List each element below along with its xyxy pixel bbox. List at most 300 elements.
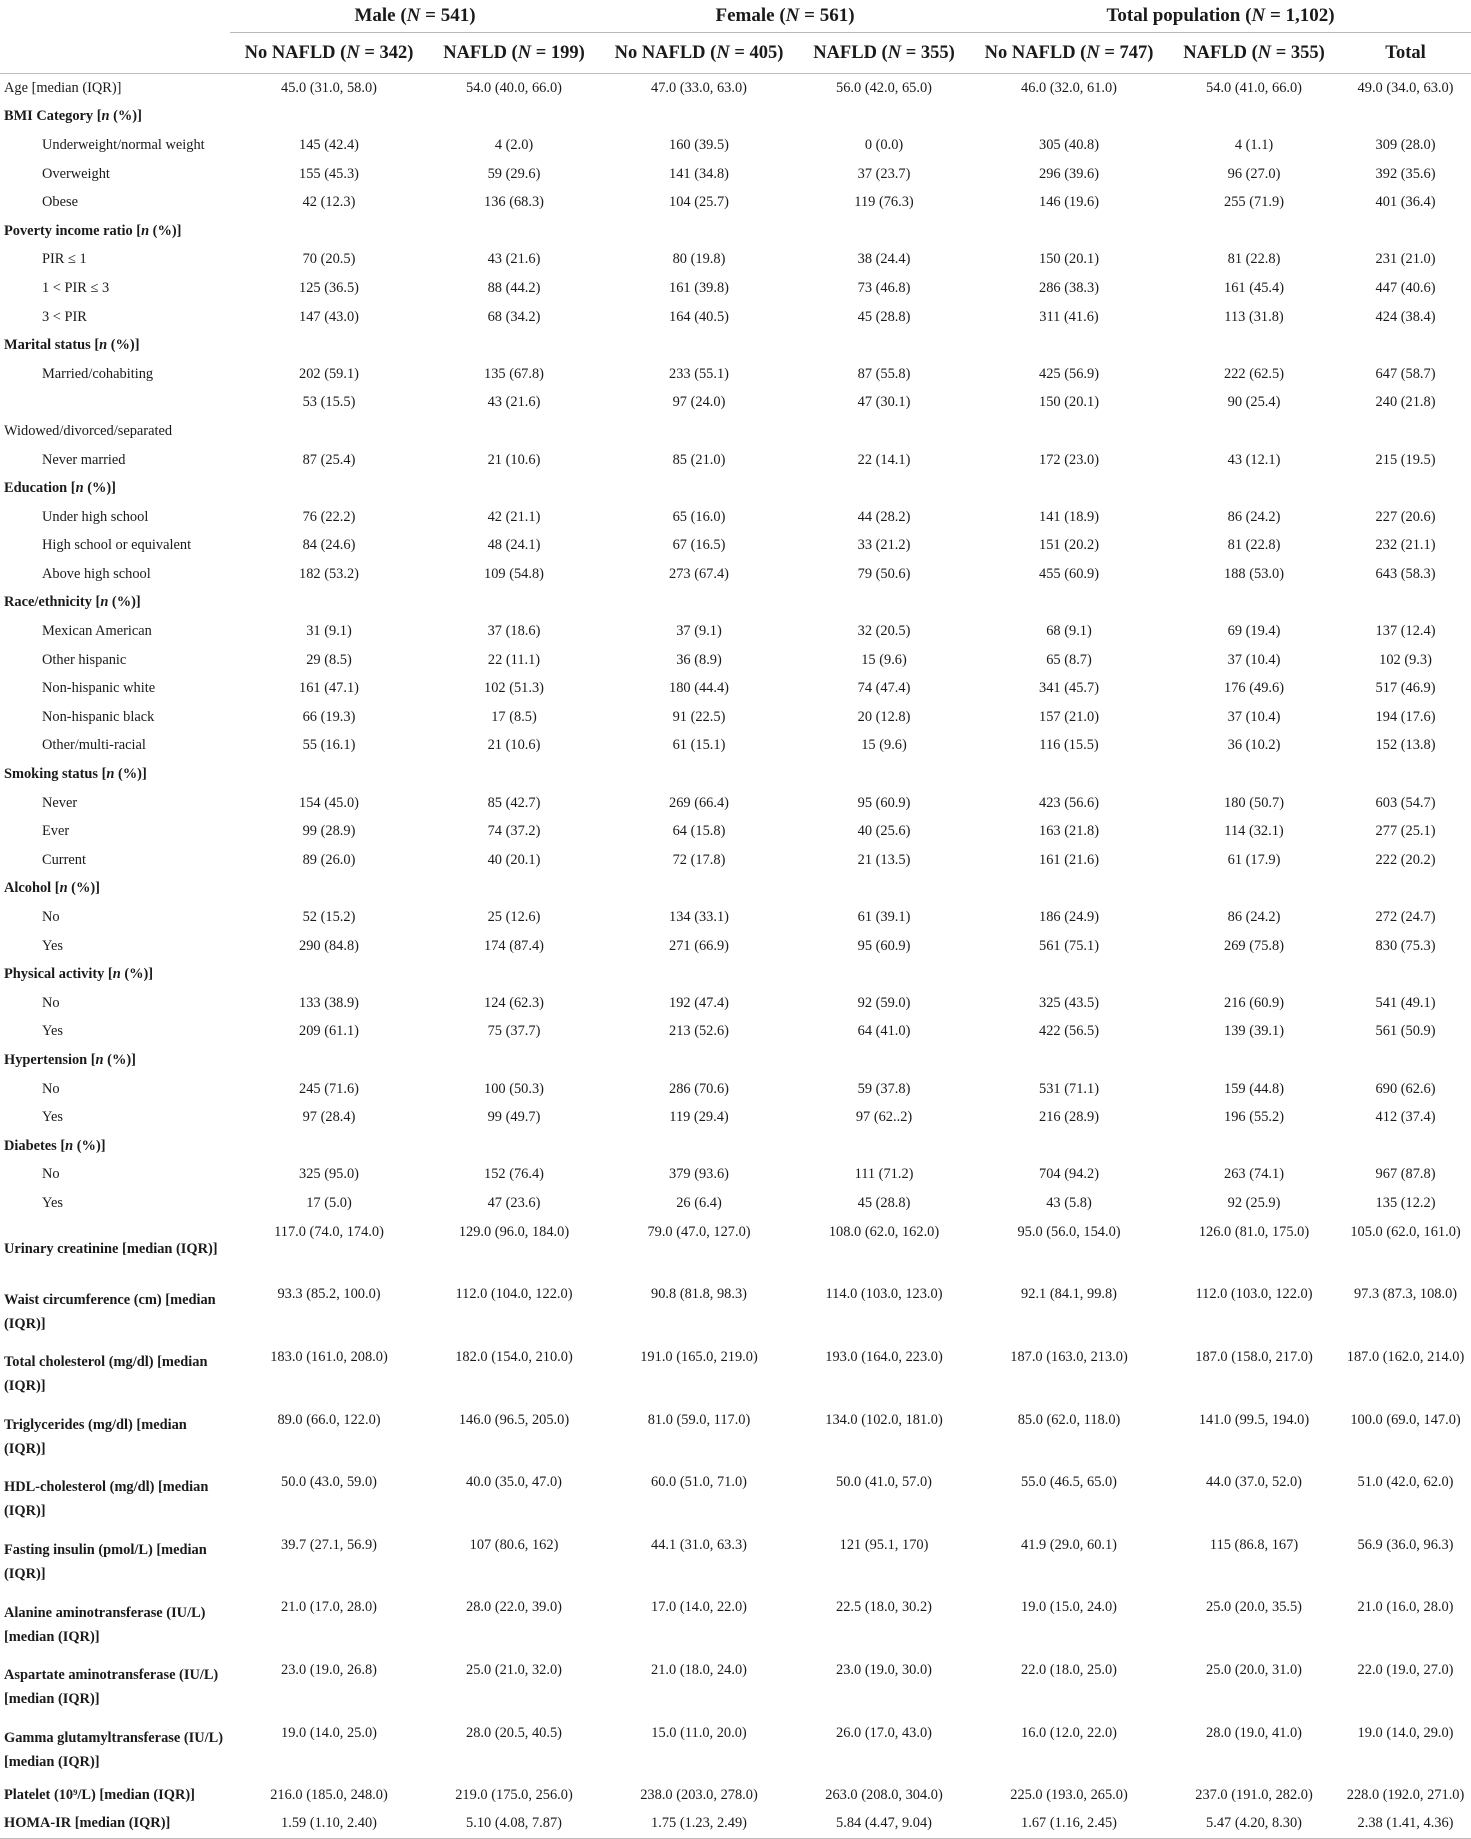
cell-value: 135 (67.8) xyxy=(484,365,544,382)
row-label: Under high school xyxy=(42,508,149,525)
header-group-total: Total population (N = 1,102) xyxy=(970,0,1471,33)
cell-value: 65 (16.0) xyxy=(672,508,726,525)
cell-value: 152 (76.4) xyxy=(484,1166,544,1183)
table-row xyxy=(0,1161,1471,1190)
row-label: Gamma glutamyltransferase (IU/L) [median (IQR)] xyxy=(4,1729,224,1770)
header-group-female: Female (N = 561) xyxy=(600,0,970,33)
cell-value: 76 (22.2) xyxy=(302,508,356,525)
cell-value: 19.0 (15.0, 24.0) xyxy=(1021,1599,1117,1616)
cell-value: 117.0 (74.0, 174.0) xyxy=(274,1223,384,1240)
cell-value: 99 (49.7) xyxy=(487,1109,541,1126)
cell-value: 37 (18.6) xyxy=(487,623,541,640)
cell-value: 263 (74.1) xyxy=(1224,1166,1284,1183)
cell-value: 88 (44.2) xyxy=(487,279,541,296)
cell-value: 48 (24.1) xyxy=(487,537,541,554)
cell-value xyxy=(798,474,970,503)
cell-value: 830 (75.3) xyxy=(1375,937,1436,954)
cell-value: 690 (62.6) xyxy=(1375,1080,1436,1097)
cell-value: 379 (93.6) xyxy=(669,1166,729,1183)
cell-value: 0 (0.0) xyxy=(864,136,904,153)
category-row xyxy=(0,960,1471,989)
cell-value: 180 (44.4) xyxy=(669,680,729,697)
cell-value: 341 (45.7) xyxy=(1039,680,1099,697)
cell-value: 216 (28.9) xyxy=(1039,1109,1099,1126)
table-row xyxy=(0,1531,1471,1594)
table-row xyxy=(0,532,1471,561)
cell-value: 37 (10.4) xyxy=(1227,651,1281,668)
cell-value: 21.0 (16.0, 28.0) xyxy=(1357,1599,1454,1616)
cell-value xyxy=(798,217,970,246)
cell-value: 66 (19.3) xyxy=(302,708,356,725)
cell-value: 90.8 (81.8, 98.3) xyxy=(651,1286,747,1303)
cell-value: 124 (62.3) xyxy=(484,994,544,1011)
cell-value xyxy=(1168,103,1340,132)
cell-value: 21 (10.6) xyxy=(487,737,541,754)
cell-value: 87 (25.4) xyxy=(302,451,356,468)
cell-value: 97.3 (87.3, 108.0) xyxy=(1353,1286,1458,1303)
cell-value xyxy=(1168,960,1340,989)
column-header: No NAFLD (N = 405) xyxy=(600,33,798,74)
cell-value: 43 (12.1) xyxy=(1227,451,1281,468)
cell-value: 5.10 (4.08, 7.87) xyxy=(428,1810,600,1839)
cell-value xyxy=(230,417,428,446)
cell-value: 152 (13.8) xyxy=(1375,737,1436,754)
cell-value: 36 (10.2) xyxy=(1227,737,1281,754)
row-label: HOMA-IR [median (IQR)] xyxy=(0,1810,230,1839)
cell-value: 54.0 (40.0, 66.0) xyxy=(466,79,562,96)
cell-value: 37 (9.1) xyxy=(676,623,722,640)
table-row xyxy=(0,1406,1471,1469)
cell-value xyxy=(970,1132,1168,1161)
cell-value: 92 (25.9) xyxy=(1227,1194,1281,1211)
cell-value xyxy=(970,760,1168,789)
cell-value: 56.0 (42.0, 65.0) xyxy=(836,79,932,96)
cell-value: 20 (12.8) xyxy=(857,708,911,725)
cell-value: 25.0 (20.0, 31.0) xyxy=(1206,1661,1302,1678)
category-row xyxy=(0,103,1471,132)
cell-value: 22.0 (18.0, 25.0) xyxy=(1021,1661,1117,1678)
cell-value: 272 (24.7) xyxy=(1375,909,1436,926)
cell-value: 187.0 (163.0, 213.0) xyxy=(1010,1348,1128,1365)
cell-value: 412 (37.4) xyxy=(1375,1109,1436,1126)
cell-value: 271 (66.9) xyxy=(669,937,729,954)
table-row xyxy=(0,903,1471,932)
cell-value: 50.0 (43.0, 59.0) xyxy=(281,1474,377,1491)
row-label: Platelet (10⁹/L) [median (IQR)] xyxy=(4,1786,195,1803)
cell-value: 447 (40.6) xyxy=(1375,279,1436,296)
cell-value xyxy=(798,1132,970,1161)
table-row xyxy=(0,1218,1471,1281)
cell-value: 46.0 (32.0, 61.0) xyxy=(1021,79,1117,96)
cell-value: 59 (29.6) xyxy=(487,165,541,182)
cell-value xyxy=(1340,875,1471,904)
row-label: Obese xyxy=(42,194,78,211)
cell-value: 26 (6.4) xyxy=(676,1194,722,1211)
row-label xyxy=(0,389,230,418)
cell-value: 47 (30.1) xyxy=(857,394,911,411)
cell-value xyxy=(600,760,798,789)
cell-value: 69 (19.4) xyxy=(1227,623,1281,640)
cell-value xyxy=(230,103,428,132)
cell-value: 4 (1.1) xyxy=(1234,136,1274,153)
cell-value xyxy=(970,960,1168,989)
cell-value: 202 (59.1) xyxy=(299,365,359,382)
cell-value: 68 (34.2) xyxy=(487,308,541,325)
cell-value xyxy=(428,103,600,132)
category-row xyxy=(0,1132,1471,1161)
cell-value xyxy=(798,589,970,618)
cell-value: 225.0 (193.0, 265.0) xyxy=(1010,1786,1128,1803)
row-label: Alanine aminotransferase (IU/L) [median (IQR)] xyxy=(4,1604,206,1645)
cell-value xyxy=(970,1046,1168,1075)
table-row xyxy=(0,560,1471,589)
cell-value: 561 (50.9) xyxy=(1375,1023,1436,1040)
cell-value: 19.0 (14.0, 29.0) xyxy=(1357,1724,1454,1741)
column-header: Total xyxy=(1340,33,1471,74)
table-row xyxy=(0,417,1471,446)
row-label: No xyxy=(42,994,60,1011)
cell-value: 21.0 (17.0, 28.0) xyxy=(281,1599,377,1616)
row-label: Overweight xyxy=(42,165,110,182)
cell-value: 269 (75.8) xyxy=(1224,937,1284,954)
row-label: Yes xyxy=(42,937,63,954)
cell-value xyxy=(1340,331,1471,360)
cell-value: 95 (60.9) xyxy=(857,937,911,954)
header-group-male: Male (N = 541) xyxy=(230,0,600,33)
row-label: HDL-cholesterol (mg/dl) [median (IQR)] xyxy=(4,1479,209,1520)
cell-value: 96 (27.0) xyxy=(1227,165,1281,182)
cell-value: 17 (8.5) xyxy=(491,708,537,725)
cell-value: 325 (43.5) xyxy=(1039,994,1099,1011)
cell-value: 129.0 (96.0, 184.0) xyxy=(458,1223,570,1240)
cell-value: 15 (9.6) xyxy=(861,651,907,668)
cell-value: 263.0 (208.0, 304.0) xyxy=(825,1786,943,1803)
cell-value xyxy=(230,960,428,989)
table-row xyxy=(0,131,1471,160)
cell-value xyxy=(600,217,798,246)
cell-value: 17 (5.0) xyxy=(306,1194,352,1211)
cell-value: 119 (76.3) xyxy=(854,194,914,211)
cell-value: 92 (59.0) xyxy=(857,994,911,1011)
cell-value: 85.0 (62.0, 118.0) xyxy=(1017,1411,1121,1428)
cell-value: 91 (22.5) xyxy=(672,708,726,725)
cell-value: 531 (71.1) xyxy=(1039,1080,1099,1097)
cell-value: 53 (15.5) xyxy=(302,394,356,411)
cell-value: 647 (58.7) xyxy=(1375,365,1436,382)
cell-value: 161 (39.8) xyxy=(669,279,729,296)
cell-value: 61 (17.9) xyxy=(1227,851,1281,868)
cell-value: 68 (9.1) xyxy=(1046,623,1092,640)
cell-value: 28.0 (22.0, 39.0) xyxy=(466,1599,562,1616)
cell-value: 187.0 (162.0, 214.0) xyxy=(1346,1348,1465,1365)
cell-value: 213 (52.6) xyxy=(669,1023,729,1040)
row-label: Age [median (IQR)] xyxy=(4,79,122,96)
cell-value xyxy=(428,875,600,904)
cell-value xyxy=(1168,760,1340,789)
cell-value: 194 (17.6) xyxy=(1375,708,1436,725)
category-label: Physical activity [n (%)] xyxy=(4,966,154,983)
cell-value: 296 (39.6) xyxy=(1039,165,1099,182)
cell-value: 114.0 (103.0, 123.0) xyxy=(825,1286,943,1303)
cell-value xyxy=(1340,474,1471,503)
cell-value: 26.0 (17.0, 43.0) xyxy=(836,1724,932,1741)
cell-value: 72 (17.8) xyxy=(672,851,726,868)
cell-value xyxy=(428,331,600,360)
row-label: Yes xyxy=(42,1023,63,1040)
row-label: Non-hispanic black xyxy=(42,708,155,725)
table-row xyxy=(0,1343,1471,1406)
cell-value: 277 (25.1) xyxy=(1375,823,1436,840)
cell-value: 44 (28.2) xyxy=(857,508,911,525)
cell-value: 455 (60.9) xyxy=(1039,565,1099,582)
cell-value: 108.0 (62.0, 162.0) xyxy=(828,1223,940,1240)
cell-value: 60.0 (51.0, 71.0) xyxy=(651,1474,747,1491)
cell-value: 45 (28.8) xyxy=(857,1194,911,1211)
cell-value: 186 (24.9) xyxy=(1039,909,1099,926)
cell-value: 87 (55.8) xyxy=(857,365,911,382)
cell-value xyxy=(600,331,798,360)
table-row xyxy=(0,1719,1471,1782)
cell-value: 23.0 (19.0, 26.8) xyxy=(281,1661,377,1678)
cell-value: 425 (56.9) xyxy=(1039,365,1099,382)
cell-value: 5.47 (4.20, 8.30) xyxy=(1168,1810,1340,1839)
cell-value xyxy=(1340,217,1471,246)
cell-value: 73 (46.8) xyxy=(857,279,911,296)
table-row xyxy=(0,989,1471,1018)
cell-value xyxy=(428,1132,600,1161)
cell-value: 44.1 (31.0, 63.3) xyxy=(651,1536,747,1553)
cell-value: 75 (37.7) xyxy=(487,1023,541,1040)
row-label: Yes xyxy=(42,1194,63,1211)
cell-value: 19.0 (14.0, 25.0) xyxy=(281,1724,377,1741)
cell-value xyxy=(230,1132,428,1161)
cell-value: 15.0 (11.0, 20.0) xyxy=(651,1724,747,1741)
column-header: NAFLD (N = 199) xyxy=(428,33,600,74)
cell-value: 136 (68.3) xyxy=(484,194,544,211)
cell-value: 141 (34.8) xyxy=(669,165,729,182)
cell-value: 155 (45.3) xyxy=(299,165,359,182)
table-row xyxy=(0,1468,1471,1531)
cell-value: 93.3 (85.2, 100.0) xyxy=(277,1286,381,1303)
cell-value: 22 (11.1) xyxy=(487,651,541,668)
cell-value xyxy=(970,417,1168,446)
category-label: Smoking status [n (%)] xyxy=(4,766,147,783)
row-label: PIR ≤ 1 xyxy=(42,251,87,268)
cell-value: 311 (41.6) xyxy=(1039,308,1099,325)
cell-value: 541 (49.1) xyxy=(1375,994,1436,1011)
cell-value xyxy=(1340,103,1471,132)
cell-value: 603 (54.7) xyxy=(1375,794,1436,811)
cell-value: 238.0 (203.0, 278.0) xyxy=(640,1786,758,1803)
table-row xyxy=(0,1810,1471,1839)
table-row xyxy=(0,74,1471,103)
cell-value: 2.38 (1.41, 4.36) xyxy=(1340,1810,1471,1839)
category-label: Marital status [n (%)] xyxy=(4,337,140,354)
cell-value: 188 (53.0) xyxy=(1224,565,1284,582)
row-label: Above high school xyxy=(42,565,151,582)
cell-value: 45.0 (31.0, 58.0) xyxy=(281,79,377,96)
cell-value: 176 (49.6) xyxy=(1224,680,1284,697)
cell-value: 119 (29.4) xyxy=(669,1109,729,1126)
cell-value: 31 (9.1) xyxy=(306,623,352,640)
cell-value: 643 (58.3) xyxy=(1375,565,1436,582)
row-label: 1 < PIR ≤ 3 xyxy=(42,279,110,296)
cell-value: 139 (39.1) xyxy=(1224,1023,1284,1040)
cell-value: 183.0 (161.0, 208.0) xyxy=(270,1348,388,1365)
cell-value: 286 (38.3) xyxy=(1039,279,1099,296)
cell-value: 37 (23.7) xyxy=(857,165,911,182)
cell-value xyxy=(428,1046,600,1075)
cell-value: 85 (42.7) xyxy=(487,794,541,811)
cell-value xyxy=(600,417,798,446)
cell-value: 161 (47.1) xyxy=(299,680,359,697)
table-row xyxy=(0,932,1471,961)
cell-value xyxy=(428,417,600,446)
category-label: BMI Category [n (%)] xyxy=(4,108,142,125)
cell-value: 84 (24.6) xyxy=(302,537,356,554)
cell-value: 28.0 (20.5, 40.5) xyxy=(466,1724,562,1741)
cell-value: 29 (8.5) xyxy=(306,651,352,668)
cell-value: 222 (62.5) xyxy=(1224,365,1284,382)
cell-value: 5.84 (4.47, 9.04) xyxy=(798,1810,970,1839)
cell-value: 25.0 (21.0, 32.0) xyxy=(466,1661,562,1678)
cell-value: 25 (12.6) xyxy=(487,909,541,926)
cell-value: 55.0 (46.5, 65.0) xyxy=(1021,1474,1117,1491)
row-label: Married/cohabiting xyxy=(42,365,154,382)
cell-value: 1.75 (1.23, 2.49) xyxy=(600,1810,798,1839)
cell-value: 64 (15.8) xyxy=(672,823,726,840)
header-column-row xyxy=(0,33,1471,74)
cell-value: 134 (33.1) xyxy=(669,909,729,926)
column-header: No NAFLD (N = 342) xyxy=(230,33,428,74)
cell-value: 245 (71.6) xyxy=(299,1080,359,1097)
row-label: Urinary creatinine [median (IQR)] xyxy=(4,1241,218,1258)
column-header: NAFLD (N = 355) xyxy=(798,33,970,74)
table-row xyxy=(0,389,1471,418)
cell-value: 43 (5.8) xyxy=(1046,1194,1092,1211)
cell-value: 517 (46.9) xyxy=(1375,680,1436,697)
cell-value: 21 (10.6) xyxy=(487,451,541,468)
category-label: Race/ethnicity [n (%)] xyxy=(4,594,141,611)
row-label: Total cholesterol (mg/dl) [median (IQR)] xyxy=(4,1354,208,1395)
cell-value: 25.0 (20.0, 35.5) xyxy=(1206,1599,1302,1616)
row-label: Never xyxy=(42,794,78,811)
cell-value: 150 (20.1) xyxy=(1039,251,1099,268)
header-label-column xyxy=(0,33,230,74)
row-label: Mexican American xyxy=(42,623,152,640)
cell-value: 273 (67.4) xyxy=(669,565,729,582)
cell-value: 134.0 (102.0, 181.0) xyxy=(825,1411,943,1428)
cell-value: 233 (55.1) xyxy=(669,365,729,382)
cell-value: 192 (47.4) xyxy=(669,994,729,1011)
row-label: Other/multi-racial xyxy=(42,737,146,754)
category-row xyxy=(0,760,1471,789)
cell-value: 157 (21.0) xyxy=(1039,708,1099,725)
cell-value xyxy=(1340,589,1471,618)
table-row xyxy=(0,274,1471,303)
cell-value: 286 (70.6) xyxy=(669,1080,729,1097)
cell-value: 146 (19.6) xyxy=(1039,194,1099,211)
table-body xyxy=(0,74,1471,1839)
header-corner xyxy=(0,0,230,33)
cell-value: 97 (62..2) xyxy=(855,1109,913,1126)
cell-value xyxy=(600,474,798,503)
cell-value: 86 (24.2) xyxy=(1227,508,1281,525)
cell-value: 240 (21.8) xyxy=(1375,394,1436,411)
cell-value: 174 (87.4) xyxy=(484,937,544,954)
cell-value: 305 (40.8) xyxy=(1039,136,1099,153)
cell-value: 424 (38.4) xyxy=(1375,308,1436,325)
cell-value xyxy=(230,474,428,503)
cell-value: 216.0 (185.0, 248.0) xyxy=(270,1786,388,1803)
cell-value: 33 (21.2) xyxy=(857,537,911,554)
category-row xyxy=(0,474,1471,503)
cell-value xyxy=(1168,217,1340,246)
row-label: 3 < PIR xyxy=(42,308,87,325)
table-row xyxy=(0,160,1471,189)
row-label: Aspartate aminotransferase (IU/L) [median (IQR)] xyxy=(4,1667,219,1708)
cell-value: 16.0 (12.0, 22.0) xyxy=(1021,1724,1117,1741)
cell-value: 50.0 (41.0, 57.0) xyxy=(836,1474,932,1491)
category-row xyxy=(0,331,1471,360)
cell-value: 967 (87.8) xyxy=(1375,1166,1436,1183)
cell-value: 112.0 (104.0, 122.0) xyxy=(455,1286,573,1303)
table-row xyxy=(0,503,1471,532)
cell-value: 1.67 (1.16, 2.45) xyxy=(970,1810,1168,1839)
cell-value: 61 (39.1) xyxy=(857,909,911,926)
row-label: Triglycerides (mg/dl) [median (IQR)] xyxy=(4,1416,187,1457)
cell-value: 561 (75.1) xyxy=(1039,937,1099,954)
cell-value: 97 (28.4) xyxy=(302,1109,356,1126)
cell-value: 89.0 (66.0, 122.0) xyxy=(277,1411,381,1428)
cell-value: 74 (37.2) xyxy=(487,823,541,840)
cell-value: 90 (25.4) xyxy=(1227,394,1281,411)
cell-value: 164 (40.5) xyxy=(669,308,729,325)
cell-value: 42 (21.1) xyxy=(487,508,541,525)
cell-value: 81.0 (59.0, 117.0) xyxy=(647,1411,751,1428)
cell-value xyxy=(230,589,428,618)
category-label: Alcohol [n (%)] xyxy=(4,880,100,897)
cell-value: 392 (35.6) xyxy=(1375,165,1436,182)
cell-value: 4 (2.0) xyxy=(494,136,534,153)
header-group-row xyxy=(0,0,1471,33)
cell-value xyxy=(230,217,428,246)
cell-value xyxy=(798,1046,970,1075)
cell-value: 36 (8.9) xyxy=(676,651,722,668)
cell-value xyxy=(600,1046,798,1075)
table-row xyxy=(0,732,1471,761)
cell-value: 309 (28.0) xyxy=(1375,136,1436,153)
cell-value: 79.0 (47.0, 127.0) xyxy=(647,1223,751,1240)
cell-value xyxy=(600,960,798,989)
cell-value xyxy=(230,1046,428,1075)
cell-value xyxy=(1340,960,1471,989)
cell-value: 92.1 (84.1, 99.8) xyxy=(1021,1286,1117,1303)
cell-value: 237.0 (191.0, 282.0) xyxy=(1195,1786,1313,1803)
cell-value: 79 (50.6) xyxy=(857,565,911,582)
table-row xyxy=(0,817,1471,846)
cell-value: 147 (43.0) xyxy=(299,308,359,325)
cell-value: 150 (20.1) xyxy=(1039,394,1099,411)
cell-value xyxy=(798,760,970,789)
cell-value xyxy=(1168,417,1340,446)
table-row xyxy=(0,1189,1471,1218)
cell-value: 105.0 (62.0, 161.0) xyxy=(1350,1223,1461,1240)
table-row xyxy=(0,617,1471,646)
cell-value: 43 (21.6) xyxy=(487,394,541,411)
cell-value: 216 (60.9) xyxy=(1224,994,1284,1011)
cell-value xyxy=(970,103,1168,132)
